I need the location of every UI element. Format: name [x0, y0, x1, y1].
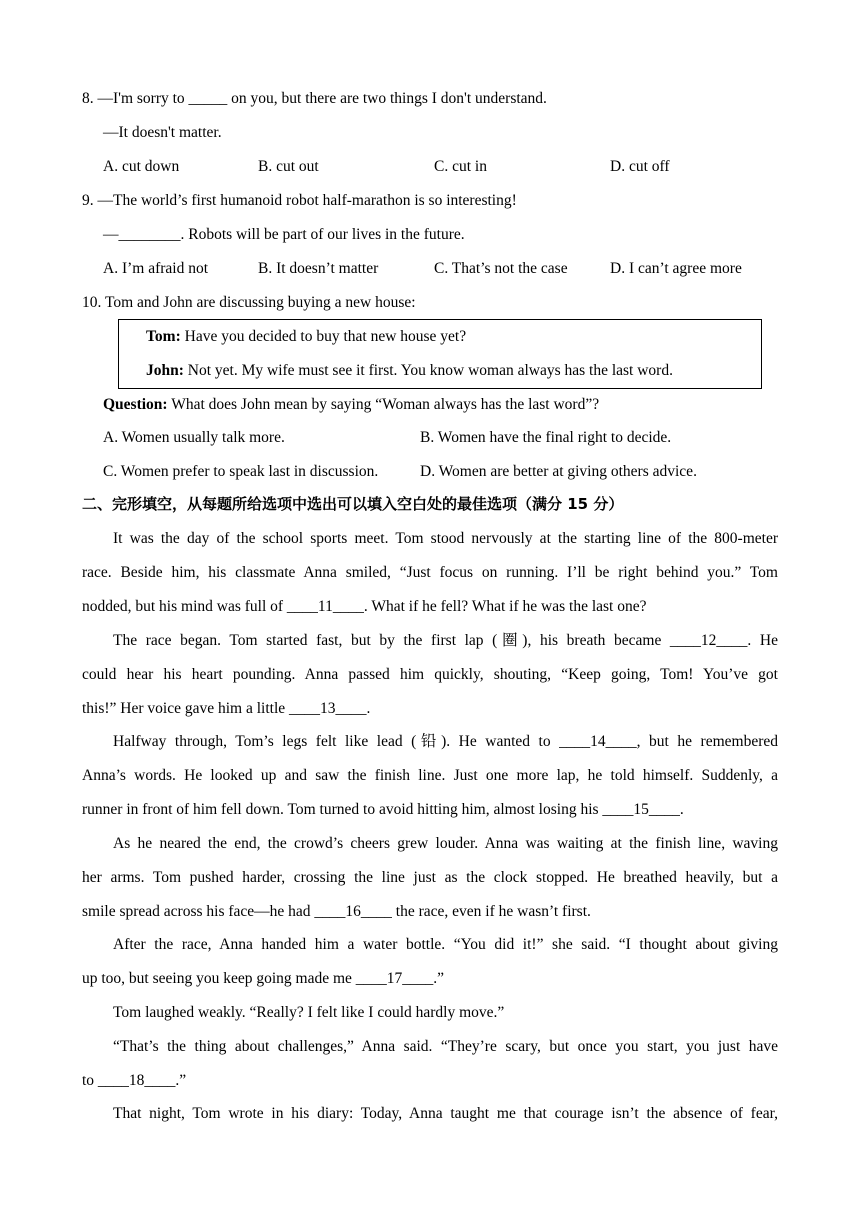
question-text: What does John mean by saying “Woman always has the last word”? [167, 396, 600, 413]
passage-line: runner in front of him fell down. Tom turned to avoid hitting him, almost losing his ____15____. [82, 801, 684, 818]
dialog-text-tom: Have you decided to buy that new house yet? [180, 328, 467, 345]
passage-line: It was the day of the school sports meet. Tom stood nervously at the starting line of the 800-meter [113, 530, 778, 547]
q10-option-c: C. Women prefer to speak last in discussion. [103, 463, 379, 480]
speaker-john: John: [146, 362, 184, 379]
question-label: Question: [103, 396, 168, 413]
q8-reply: —It doesn't matter. [103, 124, 222, 141]
passage-line: Anna’s words. He looked up and saw the finish line. Just one more lap, he told himself. Suddenly, a [82, 767, 778, 784]
passage-line: Halfway through, Tom’s legs felt like lead (铅). He wanted to ____14____, but he remembered [113, 733, 778, 750]
q10-question [103, 395, 599, 415]
passage-line: After the race, Anna handed him a water bottle. “You did it!” she said. “I thought about giving [113, 936, 778, 953]
q10-option-b: B. Women have the final right to decide. [420, 429, 672, 446]
passage-line: smile spread across his face—he had ____16____ the race, even if he wasn’t first. [82, 903, 591, 920]
passage-line: Tom laughed weakly. “Really? I felt like I could hardly move.” [113, 1004, 505, 1021]
passage-line: up too, but seeing you keep going made me ____17____.” [82, 970, 445, 987]
dialog-text-john: Not yet. My wife must see it first. You know woman always has the last word. [183, 362, 673, 379]
passage-line: to ____18____.” [82, 1072, 187, 1089]
q9-option-a: A. I’m afraid not [103, 260, 209, 277]
q8-stem: 8. —I'm sorry to _____ on you, but there are two things I don't understand. [82, 90, 547, 107]
passage-line: The race began. Tom started fast, but by the first lap (圈), his breath became ____12____. He [113, 632, 778, 649]
dialog-line-tom [146, 327, 466, 347]
passage-line: this!” Her voice gave him a little ____13____. [82, 700, 371, 717]
q8-option-c: C. cut in [434, 158, 487, 175]
passage-line: That night, Tom wrote in his diary: Today, Anna taught me that courage isn’t the absence of fear, [113, 1105, 778, 1122]
q10-option-d: D. Women are better at giving others advice. [420, 463, 697, 480]
q8-option-d: D. cut off [610, 158, 670, 175]
q9-option-d: D. I can’t agree more [610, 260, 742, 277]
passage-line: “That’s the thing about challenges,” Anna said. “They’re scary, but once you start, you just have [113, 1038, 778, 1055]
q10-intro: 10. Tom and John are discussing buying a new house: [82, 294, 416, 311]
q9-option-c: C. That’s not the case [434, 260, 568, 277]
passage-line: her arms. Tom pushed harder, crossing the line just as the clock stopped. He breathed heavily, but a [82, 869, 778, 886]
dialog-line-john [146, 361, 673, 381]
section-heading: 二、完形填空，从每题所给选项中选出可以填入空白处的最佳选项（满分 15 分） [82, 495, 624, 513]
passage-line: As he neared the end, the crowd’s cheers grew louder. Anna was waiting at the finish line, waving [113, 835, 778, 852]
passage-line: nodded, but his mind was full of ____11____. What if he fell? What if he was the last one? [82, 598, 647, 615]
q8-option-a: A. cut down [103, 158, 180, 175]
q9-option-b: B. It doesn’t matter [258, 260, 379, 277]
q9-reply: —________. Robots will be part of our lives in the future. [103, 226, 465, 243]
q10-option-a: A. Women usually talk more. [103, 429, 285, 446]
speaker-tom: Tom: [146, 328, 181, 345]
passage-line: race. Beside him, his classmate Anna smiled, “Just focus on running. I’ll be right behind you.” Tom [82, 564, 778, 581]
q8-option-b: B. cut out [258, 158, 319, 175]
passage-line: could hear his heart pounding. Anna passed him quickly, shouting, “Keep going, Tom! You’ve got [82, 666, 778, 683]
q9-stem: 9. —The world’s first humanoid robot half-marathon is so interesting! [82, 192, 517, 209]
